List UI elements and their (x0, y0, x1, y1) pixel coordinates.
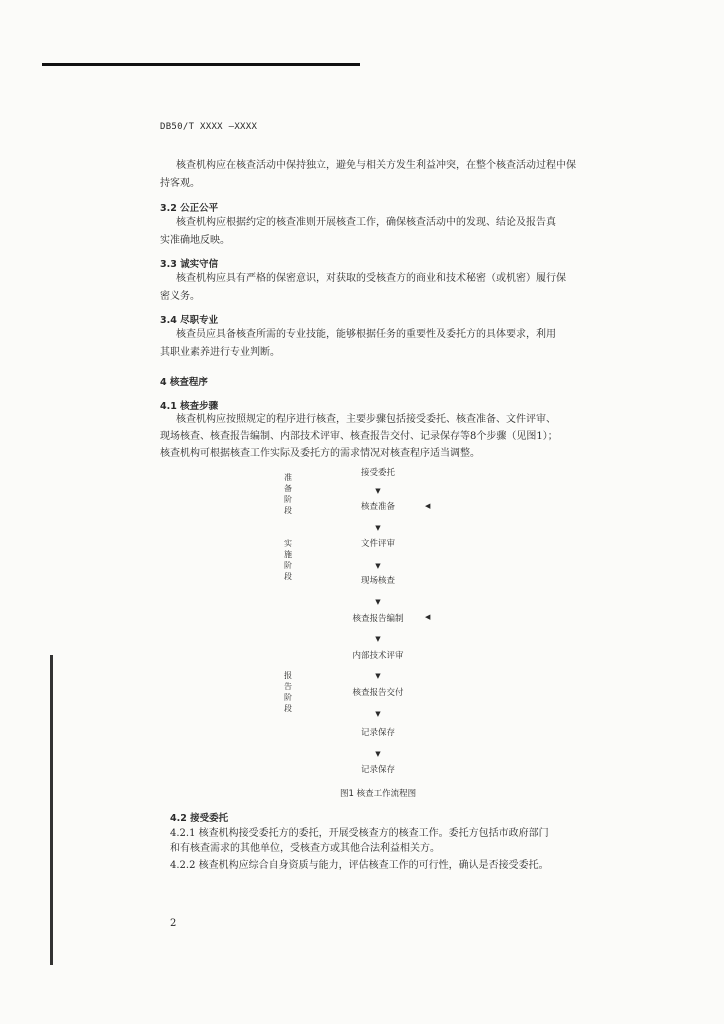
paragraph-line: 密义务。 (160, 291, 200, 302)
paragraph-line: 核查员应具备核查所需的专业技能，能够根据任务的重要性及委托方的具体要求，利用 (176, 329, 556, 340)
arrow-down-icon: ▼ (375, 524, 381, 532)
paragraph-line: 核查机构应在核查活动中保持独立，避免与相关方发生利益冲突，在整个核查活动过程中保 (176, 160, 576, 171)
paragraph-line: 和有核查需求的其他单位，受核查方或其他合法利益相关方。 (170, 843, 440, 854)
flow-node-archive: 记录保存 (360, 728, 396, 738)
section-heading-4-2: 4.2 接受委托 (170, 813, 229, 824)
flowchart (270, 460, 470, 780)
figure-caption: 图1 核查工作流程图 (340, 789, 417, 799)
arrow-down-icon: ▼ (375, 598, 381, 606)
section-heading-3-4: 3.4 尽职专业 (160, 315, 219, 326)
section-heading-4-1: 4.1 核查步骤 (160, 401, 219, 412)
flow-node-site-verify: 现场核查 (360, 576, 396, 586)
flow-node-prepare: 核查准备 (360, 502, 396, 512)
stage-label-implement: 实施阶段 (284, 539, 292, 581)
section-heading-3-2: 3.2 公正公平 (160, 203, 219, 214)
paragraph-line: 现场核查、核查报告编制、内部技术评审、核查报告交付、记录保存等8个步骤（见图1）； (160, 431, 558, 442)
arrow-left-icon: ◀ (425, 502, 431, 510)
paragraph-line: 实准确地反映。 (160, 235, 230, 246)
header-rule (42, 63, 360, 66)
page-number: 2 (170, 918, 177, 929)
arrow-down-icon: ▼ (375, 672, 381, 680)
arrow-down-icon: ▼ (375, 487, 381, 495)
flow-node-report-draft: 核查报告编制 (352, 614, 404, 624)
paragraph-line: 其职业素养进行专业判断。 (160, 347, 280, 358)
arrow-down-icon: ▼ (375, 710, 381, 718)
flow-node-doc-review: 文件评审 (360, 539, 396, 549)
flow-node-archive-end: 记录保存 (360, 765, 396, 775)
scan-edge-mark (50, 655, 53, 965)
arrow-down-icon: ▼ (375, 635, 381, 643)
flow-node-accept: 接受委托 (360, 468, 396, 478)
paragraph-line: 4.2.1 核查机构接受委托方的委托，开展受核查方的核查工作。委托方包括市政府部门 (170, 828, 549, 839)
section-heading-4: 4 核查程序 (160, 377, 208, 388)
flow-node-internal-review: 内部技术评审 (352, 651, 404, 661)
paragraph-line: 核查机构应按照规定的程序进行核查，主要步骤包括接受委托、核查准备、文件评审、 (176, 414, 556, 425)
arrow-down-icon: ▼ (375, 750, 381, 758)
paragraph-line: 核查机构应具有严格的保密意识，对获取的受核查方的商业和技术秘密（或机密）履行保 (176, 273, 566, 284)
stage-label-report: 报告阶段 (284, 671, 292, 713)
paragraph-line: 核查机构可根据核查工作实际及委托方的需求情况对核查程序适当调整。 (160, 448, 480, 459)
standard-number: DB50/T XXXX —XXXX (160, 122, 258, 132)
arrow-down-icon: ▼ (375, 562, 381, 570)
arrow-left-icon: ◀ (425, 613, 431, 621)
flow-node-delivery: 核查报告交付 (352, 688, 404, 698)
paragraph-line: 持客观。 (160, 178, 200, 189)
stage-label-prepare: 准备阶段 (284, 473, 292, 515)
paragraph-line: 4.2.2 核查机构应综合自身资质与能力，评估核查工作的可行性，确认是否接受委托。 (170, 860, 549, 871)
paragraph-line: 核查机构应根据约定的核查准则开展核查工作，确保核查活动中的发现、结论及报告真 (176, 217, 556, 228)
section-heading-3-3: 3.3 诚实守信 (160, 259, 219, 270)
